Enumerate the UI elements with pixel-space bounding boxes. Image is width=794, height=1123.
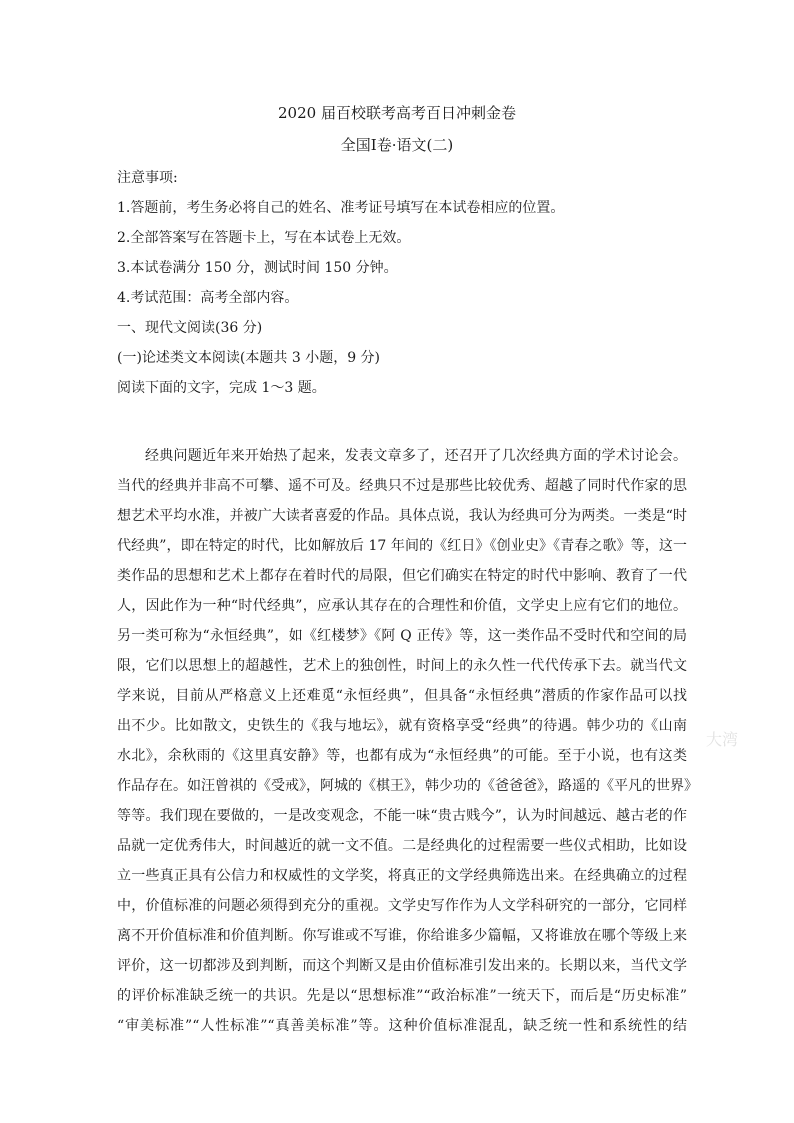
passage-line: 当代的经典并非高不可攀、遥不可及。经典只不过是那些比较优秀、超越了同时代作家的思	[117, 478, 687, 494]
passage-line: “审美标准”“人性标准”“真善美标准”等。这种价值标准混乱，缺乏统一性和系统性的结	[117, 1018, 687, 1034]
passage-line: 学来说，目前从严格意义上还难觅“永恒经典”，但具备“永恒经典”潜质的作家作品可以找	[117, 688, 687, 704]
reading-instruction: 阅读下面的文字，完成 1～3 题。	[117, 380, 326, 396]
passage-line: 品就一定优秀伟大，时间越近的就一文不值。二是经典化的过程需要一些仪式相助，比如设	[117, 838, 687, 854]
passage-line: 立一些真正具有公信力和权威性的文学奖，将真正的文学经典筛选出来。在经典确立的过程	[117, 868, 687, 884]
section-heading: 一、现代文阅读(36 分)	[117, 320, 263, 336]
passage-line: 作品存在。如汪曾祺的《受戒》，阿城的《棋王》，韩少功的《爸爸爸》，路遥的《平凡的世界》	[117, 778, 698, 794]
passage-line: 人，因此作为一种“时代经典”，应承认其存在的合理性和价值，文学史上应有它们的地位。	[117, 598, 687, 614]
passage-line: 限，它们以思想上的超越性，艺术上的独创性，时间上的永久性一代代传承下去。就当代文	[117, 658, 687, 674]
passage-line: 离不开价值标准和价值判断。你写谁或不写谁，你给谁多少篇幅，又将谁放在哪个等级上来	[117, 928, 687, 944]
passage-line: 另一类可称为“永恒经典”，如《红楼梦》《阿 Q 正传》等，这一类作品不受时代和空间的局	[117, 628, 687, 644]
notice-block	[117, 163, 687, 403]
passage-line: 等等。我们现在要做的，一是改变观念，不能一味“贵古贱今”，认为时间越远、越古老的作	[117, 808, 687, 824]
notice-item: 2.全部答案写在答题卡上，写在本试卷上无效。	[117, 230, 411, 246]
passage	[117, 441, 698, 1041]
passage-line: 代经典”，即在特定的时代，比如解放后 17 年间的《红日》《创业史》《青春之歌》等，这一	[117, 538, 687, 554]
notice-item: 1.答题前，考生务必将自己的姓名、准考证号填写在本试卷相应的位置。	[117, 200, 565, 216]
passage-line: 中，价值标准的问题必须得到充分的重视。文学史写作作为人文学科研究的一部分，它同样	[117, 898, 687, 914]
notice-heading: 注意事项:	[117, 170, 178, 186]
watermark: 大湾	[706, 730, 739, 749]
notice-item: 4.考试范围：高考全部内容。	[117, 290, 299, 306]
exam-title: 2020 届百校联考高考百日冲刺金卷	[278, 104, 516, 122]
exam-subtitle: 全国Ⅰ卷·语文(二)	[340, 136, 454, 154]
notice-item: 3.本试卷满分 150 分，测试时间 150 分钟。	[117, 260, 398, 276]
passage-line: 水北》，余秋雨的《这里真安静》等，也都有成为“永恒经典”的可能。至于小说，也有这类	[117, 748, 687, 764]
section-subheading: (一)论述类文本阅读(本题共 3 小题，9 分)	[117, 350, 381, 366]
passage-line: 想艺术平均水准，并被广大读者喜爱的作品。具体点说，我认为经典可分为两类。一类是“时	[117, 508, 687, 524]
passage-line: 的评价标准缺乏统一的共识。先是以“思想标准”“政治标准”一统天下，而后是“历史标准”	[117, 988, 687, 1004]
passage-line: 出不少。比如散文，史铁生的《我与地坛》，就有资格享受“经典”的待遇。韩少功的《山南	[117, 718, 687, 734]
passage-line: 评价，这一切都涉及到判断，而这个判断又是由价值标准引发出来的。长期以来，当代文学	[117, 958, 687, 974]
passage-line: 经典问题近年来开始热了起来，发表文章多了，还召开了几次经典方面的学术讨论会。	[145, 448, 687, 464]
passage-line: 类作品的思想和艺术上都存在着时代的局限，但它们确实在特定的时代中影响、教育了一代	[117, 568, 687, 584]
